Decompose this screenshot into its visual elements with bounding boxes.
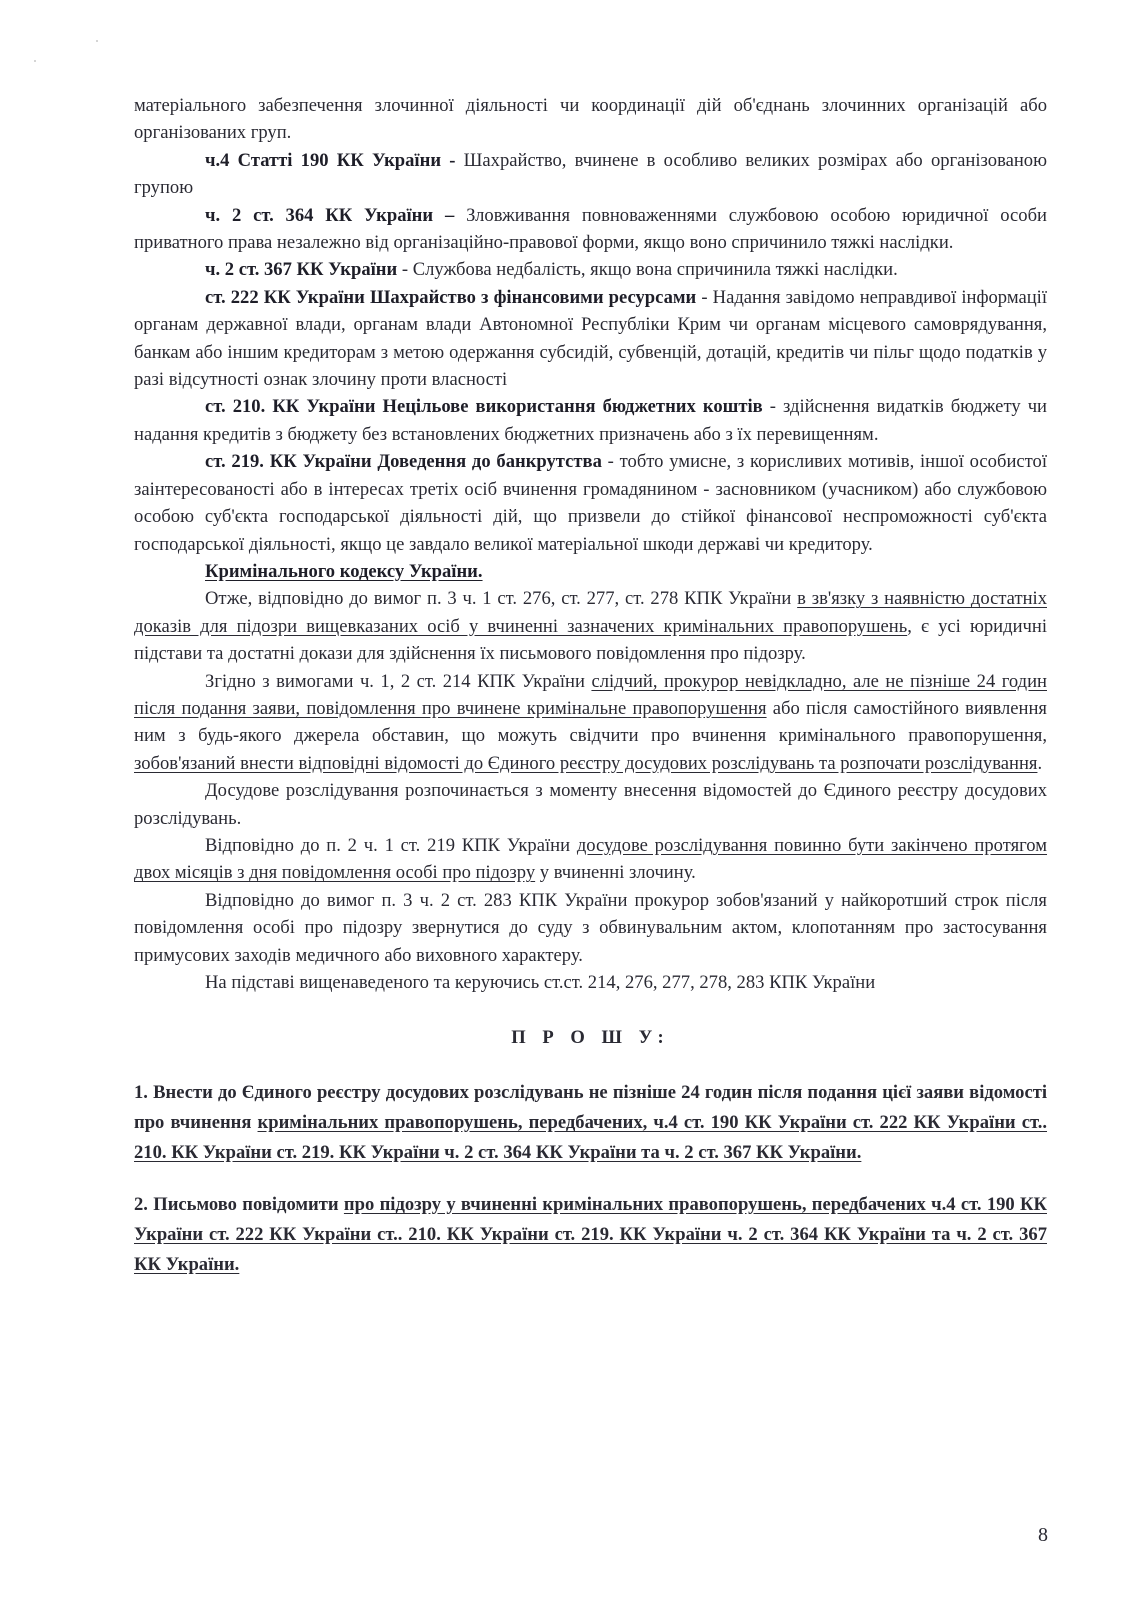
paragraph-code-heading [134,558,1047,585]
page-number: 8 [1038,1524,1048,1546]
article-text: - Надання завідомо неправдивої інформації органам державної влади, органам влади Автономної Республіки Крим чи органам місцевого самоврядування, банкам або іншим кредиторам з метою одержання субсидій, субвенцій, дотацій, кредитів чи пільг щодо податків у разі відсутності ознак злочину проти власності [134,286,1047,391]
text: . [1037,752,1043,774]
document-page [134,92,1047,1280]
underlined-text: про підозру у вчиненні кримінальних правопорушень, передбачених ч.4 ст. 190 КК України ст. 222 КК України ст.. 210. КК України ст. 219. КК України ч. 2 ст. 364 КК України та ч. 2 ст. 367 КК України. [134,1193,1047,1275]
underlined-text: зобов'язаний внести відповідні відомості до Єдиного реєстру досудових розслідувань та розпочати розслідування [134,752,1038,774]
paragraph-art-219-kpk [134,832,1047,887]
article-ref: ч.4 Статті 190 КК України - [205,149,456,171]
scan-speck [96,40,98,42]
article-ref: ст. 222 КК України Шахрайство з фінансовими ресурсами [205,286,697,308]
request-title: П Р О Ш У: [511,1027,670,1049]
article-ref: ст. 219. КК України Доведення до банкрутства [205,451,602,473]
article-text: - тобто умисне, з корисливих мотивів, іншої особистої заінтересованості або в інтересах третіх осіб вчинення громадянином - засновником (учасником) або службовою особою суб'єкта господарської діяльності дій, що призвели до стійкої фінансової неспроможності суб'єкта господарської діяльності, якщо це завдало великої матеріальної шкоди державі чи кредитору. [134,451,1047,555]
underlined-text: в зв'язку з наявністю достатніх доказів для підозри вищевказаних осіб у вчиненні зазначених кримінальних правопорушень [134,588,1047,637]
scan-speck [34,60,36,62]
paragraph-art-210 [134,393,1047,448]
request-item-1 [134,1078,1047,1168]
text: 2. Письмово повідомити [134,1193,344,1215]
text: , є усі юридичні підстави та достатні докази для здійснення їх письмового повідомлення про підозру. [134,615,1047,665]
article-text: - здійснення видатків бюджету чи надання кредитів з бюджету без встановлених бюджетних призначень або з їх перевищенням. [134,396,1047,445]
code-heading: Кримінального кодексу України. [205,560,483,582]
text: Отже, відповідно до вимог п. 3 ч. 1 ст. 276, ст. 277, ст. 278 КПК України [205,588,798,610]
paragraph-art-190 [134,147,1047,202]
paragraph-art-364 [134,202,1047,257]
article-ref: ч. 2 ст. 364 КК України – [205,204,455,226]
paragraph-art-222 [134,284,1047,394]
paragraph-art-367 [134,256,1047,283]
paragraph-intro: матеріального забезпечення злочинної діяльності чи координації дій об'єднань злочинних організацій або організованих груп. [134,95,1047,144]
paragraph-basis: На підставі вищенаведеного та керуючись ст.ст. 214, 276, 277, 278, 283 КПК України [205,972,876,993]
article-text: Зловживання повноваженнями службовою особою юридичної особи приватного права незалежно від організаційно-правової форми, якщо воно спричинило тяжкі наслідки. [134,204,1047,254]
article-ref: ст. 210. КК України Нецільове використання бюджетних коштів [205,396,763,418]
article-text: - Службова недбалість, якщо вона спричинила тяжкі наслідки. [397,259,898,281]
request-item-2 [134,1190,1047,1280]
underlined-text: досудове розслідування повинно бути закінчено протягом двох місяців з дня повідомлення особі про підозру [134,834,1048,884]
text: Відповідно до п. 2 ч. 1 ст. 219 КПК України [205,834,577,856]
article-ref: ч. 2 ст. 367 КК України [205,259,398,281]
paragraph-art-283: Відповідно до вимог п. 3 ч. 2 ст. 283 КПК України прокурор зобов'язаний у найкоротший строк після повідомлення особі про підозру звернутися до суду з обвинувальним актом, клопотанням про застосування примусових заходів медичного або виховного характеру. [134,889,1047,966]
underlined-text: кримінальних правопорушень, передбачених, ч.4 ст. 190 КК України ст. 222 КК України ст.. 210. КК України ст. 219. КК України ч. 2 ст. 364 КК України та ч. 2 ст. 367 КК України. [134,1111,1048,1163]
text: у вчиненні злочину. [535,862,696,884]
paragraph-suspicion-grounds [134,585,1047,667]
paragraph-art-219 [134,448,1047,558]
article-text: Шахрайство, вчинене в особливо великих розмірах або організованою групою [134,149,1047,199]
text: 1. Внести до Єдиного реєстру досудових розслідувань не пізніше 24 годин після подання цієї заяви відомості про вчинення [134,1081,1047,1133]
paragraph-investigation-start: Досудове розслідування розпочинається з моменту внесення відомостей до Єдиного реєстру досудових розслідувань. [134,780,1047,829]
paragraph-art-214 [134,668,1047,778]
text: Згідно з вимогами ч. 1, 2 ст. 214 КПК України [205,670,592,692]
underlined-text: слідчий, прокурор невідкладно, але не пізніше 24 годин після подання заяви, повідомлення про вчинене кримінальне правопорушення [134,670,1047,719]
text: або після самостійного виявлення ним з будь-якого джерела обставин, що можуть свідчити про вчинення кримінального правопорушення, [134,697,1047,747]
